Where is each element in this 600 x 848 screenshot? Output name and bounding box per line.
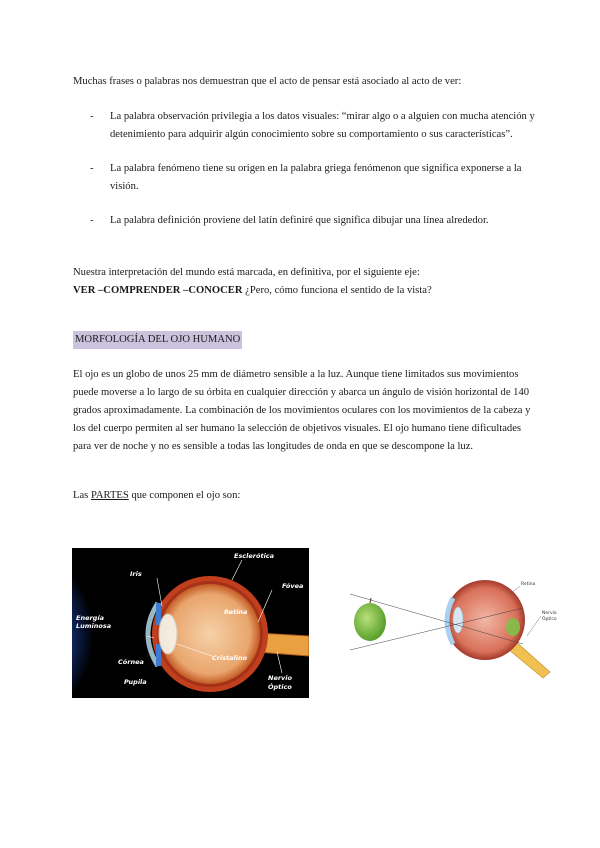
axis-bold: VER –COMPRENDER –CONOCER: [73, 285, 243, 296]
bullet-list: [90, 108, 540, 246]
list-item: [90, 108, 540, 144]
interpretation-line: Nuestra interpretación del mundo está marcada, en definitiva, por el siguiente eje:: [73, 267, 420, 278]
list-item: [90, 212, 540, 230]
eye-projection-diagram: [345, 572, 567, 680]
parts-suffix: que componen el ojo son:: [128, 490, 241, 501]
list-item: [90, 160, 540, 196]
axis-question: ¿Pero, cómo funciona el sentido de la vista?: [242, 285, 432, 296]
label-cornea: Córnea: [118, 658, 144, 666]
label-pupila: Pupila: [124, 678, 147, 686]
parts-prefix: Las: [73, 490, 91, 501]
label-optico: Óptico: [268, 683, 292, 691]
label-esclerotica: Esclerótica: [234, 552, 275, 560]
axis-line: [73, 282, 543, 300]
label-cristalino: Cristalino: [212, 654, 248, 662]
label-fovea: Fóvea: [282, 582, 304, 590]
bullet-dash: -: [90, 215, 94, 226]
label-iris: Iris: [130, 570, 142, 578]
label-retina-2: Retina: [521, 582, 536, 587]
label-luminosa: Luminosa: [76, 622, 112, 630]
label-energia: Energía: [76, 614, 104, 622]
parts-link[interactable]: PARTES: [90, 490, 129, 501]
bullet-text: La palabra definición proviene del latín definiré que significa dibujar una línea alrededor.: [110, 215, 489, 226]
eye-diagram-labeled: [72, 548, 309, 698]
parts-line: [73, 487, 543, 505]
label-optico-2: Óptico: [542, 617, 557, 622]
label-nervio-2: Nervio: [542, 611, 557, 616]
eye-projection-svg: [345, 572, 567, 680]
interpretation-block: [73, 264, 543, 300]
label-retina: Retina: [224, 608, 248, 616]
label-nervio: Nervio: [268, 674, 292, 682]
section-heading: MORFOLOGÍA DEL OJO HUMANO: [73, 331, 242, 349]
bullet-text: La palabra fenómeno tiene su origen en la palabra griega fenómenon que significa exponerse a la visión.: [110, 163, 522, 192]
bullet-dash: -: [90, 111, 94, 122]
bullet-text: La palabra observación privilegia a los datos visuales: “mirar algo o a alguien con mucha atención y detenimiento para adquirir algún conocimiento sobre su comportamiento o sus características”.: [110, 111, 535, 140]
apple-icon: [354, 603, 386, 641]
body-paragraph: El ojo es un globo de unos 25 mm de diámetro sensible a la luz. Aunque tiene limitados sus movimientos puede moverse a lo largo de su órbita en cualquier dirección y abarca un ángulo de visión horizontal de 140 grados aproximadamente. La combinación de los movimientos oculares con los movimientos de la cabeza y los del cuerpo permiten al ser humano la selección de objetivos visuales. El ojo humano tiene dificultades para ver de noche y no es sensible a todas las longitudes de onda en que se descompone la luz.: [73, 369, 531, 452]
intro-paragraph: Muchas frases o palabras nos demuestran que el acto de pensar está asociado al acto de ver:: [73, 76, 462, 87]
bullet-dash: -: [90, 163, 94, 174]
eye-diagram-svg: [72, 548, 309, 698]
